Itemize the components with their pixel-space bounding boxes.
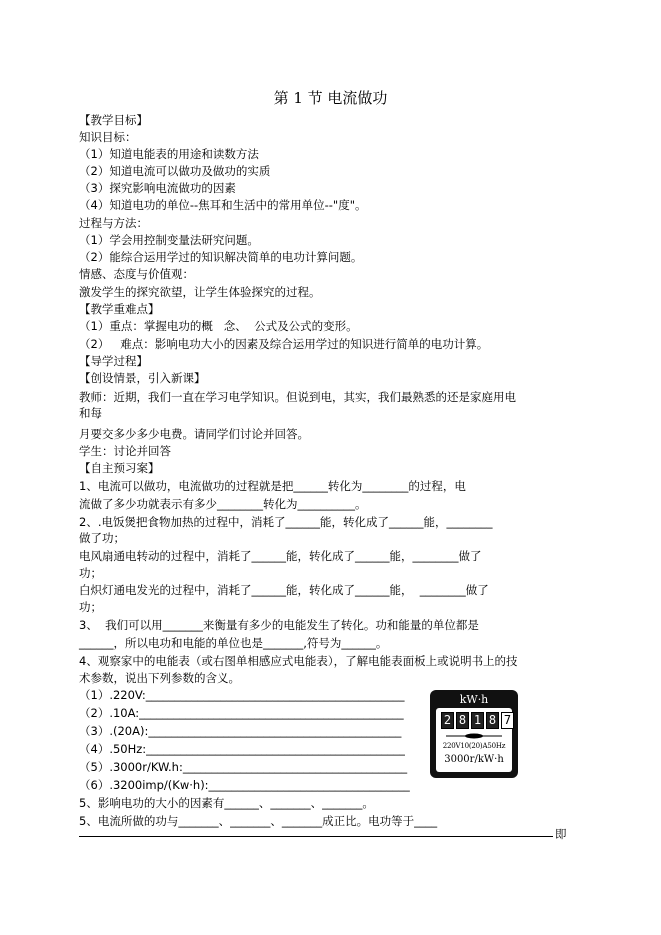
question-line: 做了功；	[79, 531, 125, 545]
question-line: 5、影响电功的大小的因素有______、_______、_______。	[79, 796, 374, 810]
meter-constant-label: 3000r/kW·h	[444, 754, 504, 765]
parameter-line: （6）.3200imp/(Kw·h):___________________________________	[79, 778, 410, 792]
text-line: 月要交多少多少电费。请同学们讨论并回答。	[79, 427, 309, 441]
text-line: 学生：讨论并回答	[79, 444, 171, 458]
text-line: （1）学会用控制变量法研究问题。	[79, 233, 259, 247]
text-line: 过程与方法：	[79, 216, 148, 230]
question-line: 功；	[79, 600, 102, 614]
text-line: （3）探究影响电流做功的因素	[79, 181, 236, 195]
meter-digit: 8	[486, 712, 499, 729]
question-line: 1、电流可以做功，电流做功的过程就是把______转化为________的过程，电	[79, 479, 466, 493]
section-heading: 【教学目标】	[79, 113, 148, 127]
meter-digit-decimal: 7	[501, 712, 514, 729]
section-heading: 【自主预习案】	[79, 461, 160, 475]
text-line: 和每	[79, 406, 102, 420]
question-line: ______，所以电功和电能的单位也是_______,符号为______。	[79, 636, 388, 650]
meter-digit: 1	[471, 712, 484, 729]
meter-digit: 2	[441, 712, 454, 729]
question-line: 功；	[79, 566, 102, 580]
text-line: （2）能综合运用学过的知识解决简单的电功计算问题。	[79, 250, 363, 264]
question-line: 3、 我们可以用_______来衡量有多少的电能发生了转化。功和能量的单位都是	[79, 618, 479, 632]
answer-underline	[79, 836, 553, 837]
meter-face	[436, 708, 512, 772]
question-line: 术参数，说出下列参数的含义。	[79, 671, 240, 685]
question-line: 白炽灯通电发光的过程中，消耗了______能，转化成了______能， ________做了	[79, 583, 489, 597]
text-line: （1）重点：掌握电功的概 念、 公式及公式的变形。	[79, 319, 358, 333]
page-title: 第 1 节 电流做功	[273, 89, 388, 107]
text-line: （1）知道电能表的用途和读数方法	[79, 147, 259, 161]
parameter-line: （5）.3000r/KW.h:_______________________________________	[79, 760, 408, 774]
text-line: （2）知道电流可以做功及做功的实质	[79, 164, 271, 178]
meter-rating-label: 220V10(20)A50Hz	[442, 742, 506, 750]
parameter-line: （4）.50Hz:_____________________________________________	[79, 742, 405, 756]
text-line: 知识目标：	[79, 130, 137, 144]
text-line: （2） 难点：影响电功大小的因素及综合运用学过的知识进行简单的电功计算。	[79, 337, 489, 351]
parameter-line: （3）.(20A):____________________________________________	[79, 724, 402, 738]
text-line: 情感、态度与价值观：	[79, 267, 194, 281]
parameter-line: （2）.10A:______________________________________________	[79, 706, 404, 720]
rotating-disc-icon	[444, 733, 504, 739]
section-heading: 【创设情景，引入新课】	[79, 371, 206, 385]
meter-unit-label: kW·h	[459, 693, 489, 706]
question-line: 流做了多少功就表示有多少________转化为__________。	[79, 497, 367, 511]
text-line: 教师：近期，我们一直在学习电学知识。但说到电，其实，我们最熟悉的还是家庭用电	[79, 390, 516, 404]
text-line: 激发学生的探究欲望，让学生体验探究的过程。	[79, 285, 321, 299]
question-line: 4、观察家中的电能表（或右图单相感应式电能表），了解电能表面板上或说明书上的技	[79, 654, 518, 668]
section-heading: 【导学过程】	[79, 354, 148, 368]
line-end-text: 即	[555, 827, 567, 841]
meter-digit: 8	[456, 712, 469, 729]
question-line: 5、电流所做的功与_______、_______、_______成正比。电功等于____	[79, 814, 438, 828]
text-line: （4）知道电功的单位--焦耳和生活中的常用单位--"度"。	[79, 198, 367, 212]
energy-meter-image	[430, 690, 518, 778]
parameter-line: （1）.220V:_____________________________________________	[79, 688, 405, 702]
meter-reading	[441, 712, 514, 729]
section-heading: 【教学重难点】	[79, 302, 160, 316]
question-line: 电风扇通电转动的过程中，消耗了______能，转化成了______能，________做了	[79, 549, 482, 563]
question-line: 2、.电饭煲把食物加热的过程中，消耗了______能，转化成了______能，________	[79, 515, 493, 529]
